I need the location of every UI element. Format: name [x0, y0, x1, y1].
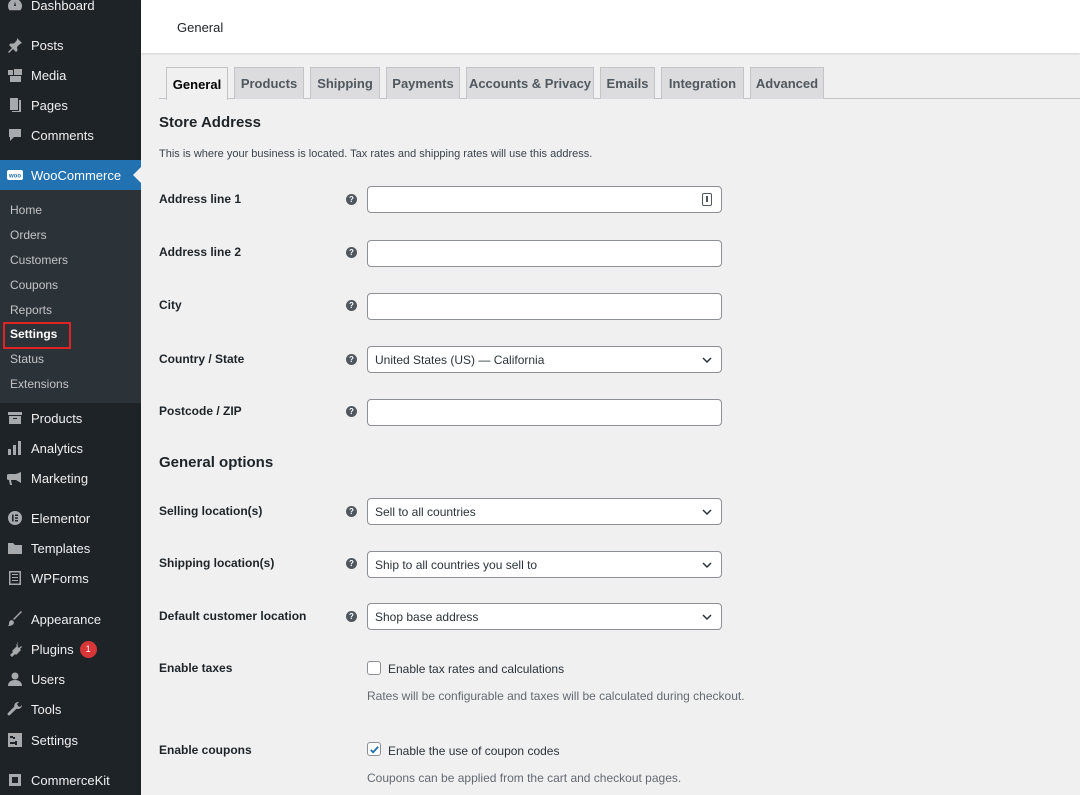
- menu-item-woocommerce[interactable]: [0, 160, 141, 190]
- chevron-down-icon: [701, 354, 713, 366]
- menu-label: Comments: [31, 127, 94, 143]
- submenu-item-status[interactable]: Status: [10, 352, 45, 366]
- help-icon[interactable]: ?: [346, 247, 357, 258]
- submenu-item-customers[interactable]: Customers: [10, 253, 69, 267]
- enable-coupons-checkbox[interactable]: [367, 742, 381, 756]
- menu-label: Media: [31, 67, 67, 83]
- store-address-heading: Store Address: [159, 114, 261, 131]
- country-state-label: Country / State: [159, 352, 245, 366]
- help-icon[interactable]: ?: [346, 506, 357, 517]
- postcode-input[interactable]: [367, 399, 722, 426]
- default-customer-location-label: Default customer location: [159, 609, 307, 623]
- menu-label: Plugins: [31, 641, 74, 657]
- menu-item-analytics[interactable]: [0, 433, 141, 463]
- brush-icon: [7, 611, 23, 627]
- submenu-item-extensions[interactable]: Extensions: [10, 377, 69, 391]
- woocommerce-submenu: [0, 190, 141, 403]
- menu-label: Templates: [31, 540, 91, 556]
- bar-chart-icon: [7, 440, 23, 456]
- elementor-icon: [7, 510, 23, 526]
- address-line-1-label: Address line 1: [159, 192, 242, 206]
- media-icon: [7, 67, 23, 83]
- enable-taxes-checkbox-label[interactable]: Enable tax rates and calculations: [388, 662, 565, 676]
- menu-item-templates[interactable]: [0, 533, 141, 563]
- address-line-1-input[interactable]: [367, 186, 722, 213]
- menu-item-pages[interactable]: [0, 90, 141, 120]
- page-title: General: [177, 20, 224, 35]
- settings-icon: [7, 732, 23, 748]
- tab-integration[interactable]: Integration: [661, 67, 744, 99]
- city-input[interactable]: [367, 293, 722, 320]
- menu-label: Dashboard: [31, 0, 95, 13]
- enable-taxes-note: Rates will be configurable and taxes will be calculated during checkout.: [367, 689, 745, 703]
- menu-label: Products: [31, 410, 83, 426]
- menu-label: Pages: [31, 97, 68, 113]
- selling-locations-value: Sell to all countries: [375, 504, 476, 519]
- wrench-icon: [7, 701, 23, 717]
- shipping-locations-label: Shipping location(s): [159, 556, 275, 570]
- tab-payments[interactable]: Payments: [386, 67, 460, 99]
- tab-accounts-privacy[interactable]: Accounts & Privacy: [466, 67, 594, 99]
- help-icon[interactable]: ?: [346, 300, 357, 311]
- settings-tabs: [159, 67, 1080, 99]
- menu-item-comments[interactable]: [0, 120, 141, 150]
- admin-sidebar: [0, 0, 141, 795]
- menu-item-products[interactable]: [0, 403, 141, 433]
- menu-item-elementor[interactable]: [0, 503, 141, 533]
- menu-item-tools[interactable]: [0, 694, 141, 724]
- shipping-locations-value: Ship to all countries you sell to: [375, 557, 538, 572]
- user-icon: [7, 671, 23, 687]
- submenu-item-reports[interactable]: Reports: [10, 303, 53, 317]
- chevron-down-icon: [701, 559, 713, 571]
- menu-label: WPForms: [31, 570, 89, 586]
- plug-icon: [7, 641, 23, 657]
- default-customer-location-select[interactable]: [367, 603, 722, 630]
- menu-label: CommerceKit: [31, 772, 110, 788]
- menu-item-marketing[interactable]: [0, 463, 141, 493]
- woo-icon: [7, 167, 23, 183]
- pin-icon: [7, 37, 23, 53]
- tab-emails[interactable]: Emails: [600, 67, 655, 99]
- menu-label: WooCommerce: [31, 167, 122, 183]
- menu-label: Elementor: [31, 510, 91, 526]
- form-icon: [7, 570, 23, 586]
- autofill-icon: [702, 193, 712, 206]
- menu-item-settings[interactable]: [0, 725, 141, 755]
- menu-label: Analytics: [31, 440, 84, 456]
- menu-item-wpforms[interactable]: [0, 563, 141, 593]
- menu-item-appearance[interactable]: [0, 604, 141, 634]
- menu-item-commercekit[interactable]: [0, 765, 141, 795]
- selling-locations-label: Selling location(s): [159, 504, 263, 518]
- enable-taxes-label: Enable taxes: [159, 661, 233, 675]
- menu-label: Tools: [31, 701, 62, 717]
- menu-item-media[interactable]: [0, 60, 141, 90]
- enable-coupons-note: Coupons can be applied from the cart and checkout pages.: [367, 771, 682, 785]
- country-state-select[interactable]: [367, 346, 722, 373]
- submenu-item-orders[interactable]: Orders: [10, 228, 47, 242]
- submenu-item-coupons[interactable]: Coupons: [10, 278, 59, 292]
- submenu-item-home[interactable]: Home: [10, 203, 43, 217]
- tab-advanced[interactable]: Advanced: [750, 67, 824, 99]
- help-icon[interactable]: ?: [346, 354, 357, 365]
- help-icon[interactable]: ?: [346, 558, 357, 569]
- address-line-2-label: Address line 2: [159, 245, 242, 259]
- checkmark-icon: [369, 744, 380, 755]
- help-icon[interactable]: ?: [346, 406, 357, 417]
- menu-item-posts[interactable]: [0, 30, 141, 60]
- address-line-2-input[interactable]: [367, 240, 722, 267]
- autofill-icon-mark: [706, 196, 708, 202]
- store-address-description: This is where your business is located. Tax rates and shipping rates will use this address.: [159, 148, 593, 160]
- enable-coupons-checkbox-label[interactable]: Enable the use of coupon codes: [388, 744, 560, 758]
- page-header: [141, 0, 1080, 53]
- plugins-update-badge: 1: [80, 641, 97, 658]
- svg-text:woo: woo: [9, 173, 21, 180]
- help-icon[interactable]: ?: [346, 194, 357, 205]
- help-icon[interactable]: ?: [346, 611, 357, 622]
- submenu-item-settings[interactable]: Settings: [10, 324, 57, 344]
- commercekit-icon: [7, 772, 23, 788]
- general-options-heading: General options: [159, 454, 274, 471]
- chevron-down-icon: [701, 506, 713, 518]
- megaphone-icon: [7, 470, 23, 486]
- pages-icon: [7, 97, 23, 113]
- tab-general[interactable]: General: [166, 67, 228, 100]
- chevron-down-icon: [701, 611, 713, 623]
- city-label: City: [159, 298, 182, 312]
- selling-locations-select[interactable]: [367, 498, 722, 525]
- menu-item-users[interactable]: [0, 664, 141, 694]
- menu-item-plugins[interactable]: [0, 634, 141, 664]
- shipping-locations-select[interactable]: [367, 551, 722, 578]
- archive-icon: [7, 410, 23, 426]
- enable-coupons-label: Enable coupons: [159, 743, 252, 757]
- folder-icon: [7, 540, 23, 556]
- country-state-value: United States (US) — California: [375, 352, 545, 367]
- menu-label: Settings: [31, 732, 78, 748]
- postcode-label: Postcode / ZIP: [159, 404, 242, 418]
- dashboard-icon: [7, 0, 23, 13]
- menu-label: Marketing: [31, 470, 89, 486]
- menu-item-dashboard[interactable]: [0, 0, 141, 20]
- menu-label: Posts: [31, 37, 64, 53]
- menu-label: Users: [31, 671, 65, 687]
- enable-taxes-checkbox[interactable]: [367, 661, 381, 675]
- menu-label: Appearance: [31, 611, 102, 627]
- tab-products[interactable]: Products: [234, 67, 304, 99]
- default-customer-location-value: Shop base address: [375, 609, 479, 624]
- comment-icon: [7, 127, 23, 143]
- tab-shipping[interactable]: Shipping: [310, 67, 380, 99]
